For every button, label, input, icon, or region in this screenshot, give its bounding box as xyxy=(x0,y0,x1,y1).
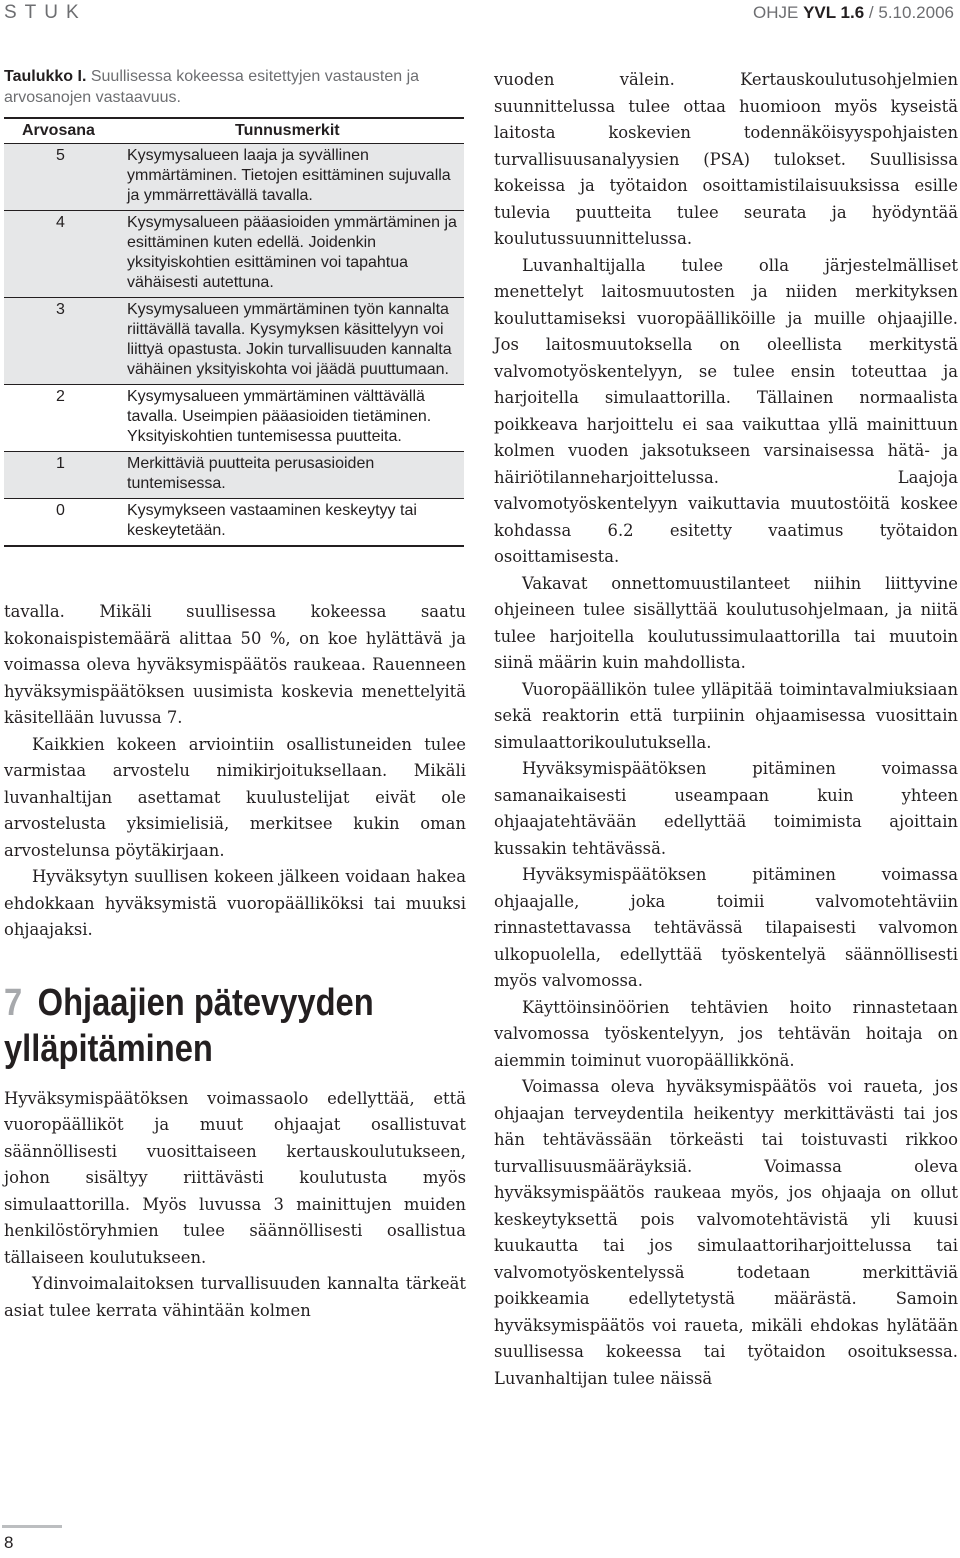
table-row xyxy=(4,452,464,499)
table-caption xyxy=(4,66,466,108)
guide-date: / 5.10.2006 xyxy=(868,3,954,22)
guide-reference xyxy=(753,3,954,23)
body-paragraph: Hyväksymispäätöksen voimassaolo edellyttää, että vuoropäälliköt ja muut ohjaajat osallistuvat säännöllisesti vuosittaiseen kertauskoulutukseen, johon sisältyy riittävästi koulutusta myös simulaattorilla. Myös luvussa 3 mainittujen muiden henkilöstöryhmien tulee säännöllisesti osallistua tällaiseen koulutukseen. xyxy=(4,1088,466,1267)
right-column xyxy=(494,67,958,1392)
grade-value: 2 xyxy=(56,388,65,405)
table-header-row xyxy=(4,119,464,144)
body-paragraph: Luvanhaltijalla tulee olla järjestelmälliset menettelyt laitosmuutosten ja niiden merkityksen kouluttamiseksi vuoropäälliköille ja muille ohjaajille. Jos laitosmuutoksella on oleellista merkitystä valvomotyöskentelyyn, se tulee ensin toteuttaa ja harjoitella simulaattorilla. Tällainen normaalista poikkeava harjoittelu ei saa vaikuttaa yllä mainittuun kolmen vuoden jaksotukseen varsinaisessa hätä- ja häiriötilanneharjoittelussa. Laajoja valvomotyöskentelyyn vaikuttavia muutostöitä koskee kohdassa 6.2 esitetty vaatimus työtaidon osoittamisesta. xyxy=(494,255,958,566)
section-title-line2: ylläpitäminen xyxy=(4,1027,213,1070)
table-caption-text: Suullisessa kokeessa esitettyjen vastausten ja arvosanojen vastaavuus. xyxy=(4,68,420,106)
grade-value: 3 xyxy=(56,301,65,318)
page-header xyxy=(0,0,960,26)
table-caption-label: Taulukko I. xyxy=(4,68,87,85)
section-title-line1: Ohjaajien pätevyyden xyxy=(37,981,374,1024)
table-row xyxy=(4,499,464,545)
grade-value: 5 xyxy=(56,147,65,164)
table-row xyxy=(4,211,464,298)
body-paragraph: Vakavat onnettomuustilanteet niihin liittyvine ohjeineen tulee sisällyttää koulutusohjelmaan, ja niitä tulee harjoitella koulutussimulaattorilla tai muutoin siinä määrin kuin mahdollista. xyxy=(494,573,958,672)
body-paragraph: Kaikkien kokeen arviointiin osallistuneiden tulee varmistaa arvostelu nimikirjoituksellaan. Mikäli luvanhaltijan asettamat kuulustelijat eivät ole arvostelusta yksimielisiä, merkitsee kukin oman arvostelunsa pöytäkirjaan. xyxy=(4,734,466,860)
left-column xyxy=(4,66,466,1324)
guide-code: YVL 1.6 xyxy=(803,3,865,22)
grade-criteria: Kysymysalueen pääasioiden ymmärtäminen ja esittäminen kuten edellä. Joidenkin yksityiskohtien esittäminen voi tapahtua vähäisesti autettuna. xyxy=(127,214,457,291)
body-paragraph: Vuoropäällikön tulee ylläpitää toimintavalmiuksiaan sekä reaktorin että turpiinin ohjaamisessa vuosittain simulaattorikoulutuksella. xyxy=(494,679,958,752)
column-header-criteria: Tunnusmerkit xyxy=(235,122,340,139)
footer-rule xyxy=(2,1525,62,1528)
body-paragraph: Hyväksytyn suullisen kokeen jälkeen voidaan hakea ehdokkaan hyväksymistä vuoropäälliköksi tai muuksi ohjaajaksi. xyxy=(4,867,466,939)
grade-value: 4 xyxy=(56,214,65,231)
grade-value: 1 xyxy=(56,455,65,472)
grade-criteria: Kysymykseen vastaaminen keskeytyy tai keskeytetään. xyxy=(127,502,417,539)
grade-criteria: Kysymysalueen ymmärtäminen työn kannalta riittävällä tavalla. Kysymyksen käsittelyyn voi liittyä opastusta. Jokin turvallisuuden kannalta vähäinen yksityiskohta voi jäädä puuttumaan. xyxy=(127,301,452,378)
guide-prefix: OHJE xyxy=(752,3,799,22)
section-number: 7 xyxy=(4,981,23,1024)
body-paragraph: Hyväksymispäätöksen pitäminen voimassa ohjaajalle, joka toimii valvomotehtäviin rinnastettavassa tehtävässä tilapaisesti valvomon ulkopuolella, edellyttää työskentelyä säännöllisesti myös valvomossa. xyxy=(494,865,958,990)
grade-criteria: Kysymysalueen laaja ja syvällinen ymmärtäminen. Tietojen esittäminen sujuvalla ja ymmärrettävällä tavalla. xyxy=(127,147,451,204)
table-row xyxy=(4,298,464,385)
table-row xyxy=(4,385,464,452)
body-paragraph: Hyväksymispäätöksen pitäminen voimassa samanaikaisesti useampaan kuin yhteen ohjaajatehtävään edellyttää toimimista ajoittain kussakin tehtävässä. xyxy=(494,759,958,858)
grade-criteria: Merkittäviä puutteita perusasioiden tuntemisessa. xyxy=(127,455,375,492)
page-number: 8 xyxy=(4,1533,14,1552)
publisher-name: STUK xyxy=(4,2,87,23)
body-paragraph: tavalla. Mikäli suullisessa kokeessa saatu kokonaispistemäärä alittaa 50 %, on koe hylättävä ja voimassa oleva hyväksymispäätös raukeaa. Rauenneen hyväksymispäätöksen uusimista koskevia menettelyitä käsitellään luvussa 7. xyxy=(4,602,466,727)
grade-value: 0 xyxy=(56,502,65,519)
body-paragraph: Voimassa oleva hyväksymispäätös voi raueta, jos ohjaajan terveydentila heikentyy merkittävästi tai jos hän tehtävässään törkeästi tai toistuvasti rikkoo turvallisuusmääräyksiä. Voimassa oleva hyväksymispäätös raukeaa myös, jos ohjaaja on ollut keskeytyksettä pois valvomotehtävistä yli kuusi kuukautta tai jos simulaattoriharjoittelussa tai valvomotyöskentelyssä todetaan merkittäviä poikkeamia edellytetystä määrästä. Samoin hyväksymispäätös voi raueta, mikäli ehdokas hylätään suullisessa kokeessa tai työtaidon osoituksessa. Luvanhaltijan tulee näissä xyxy=(494,1077,958,1388)
grade-criteria: Kysymysalueen ymmärtäminen välttävällä tavalla. Useimpien pääasioiden tietäminen. Yksityiskohtien tuntemisessa puutteita. xyxy=(127,388,432,445)
body-paragraph: Käyttöinsinöörien tehtävien hoito rinnastetaan valvomossa työskentelyyn, jos tehtävän hoitaja on aiemmin toiminut vuoropäällikkönä. xyxy=(494,997,958,1070)
body-paragraph: Ydinvoimalaitoksen turvallisuuden kannalta tärkeät asiat tulee kerrata vähintään kolmen xyxy=(4,1274,466,1320)
table-row xyxy=(4,144,464,211)
body-paragraph: vuoden välein. Kertauskoulutusohjelmien suunnittelussa tulee ottaa huomioon myös kyseistä laitosta koskevien todennäköisyyspohjaisten turvallisuusanalyysien (PSA) tulokset. Suullisissa kokeissa ja työtaidon osoittamistilaisuuksissa esille tulevia puutteita tulee seurata ja hyödyntää koulutussuunnittelussa. xyxy=(494,70,958,248)
grade-table xyxy=(4,117,464,547)
section-heading xyxy=(4,980,401,1072)
column-header-grade: Arvosana xyxy=(22,122,95,139)
